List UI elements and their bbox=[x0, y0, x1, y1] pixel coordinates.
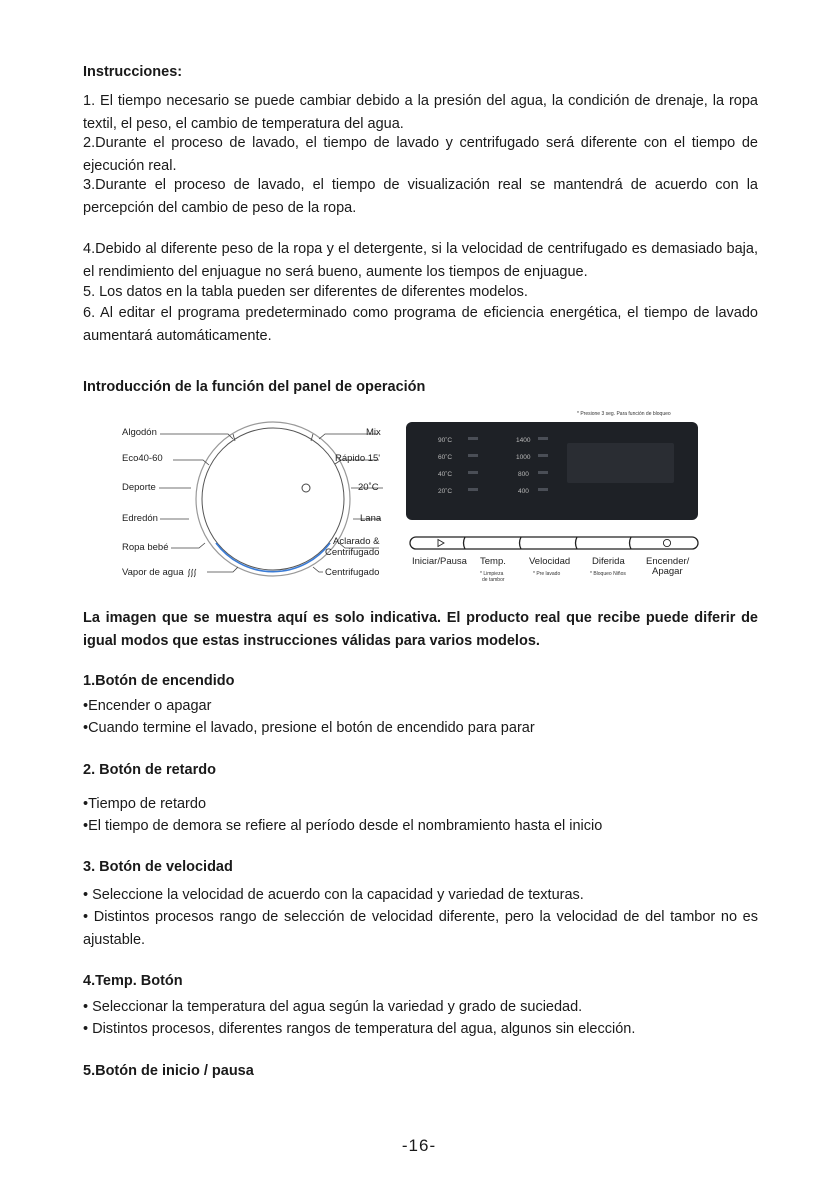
section-3-title: 3. Botón de velocidad bbox=[83, 859, 233, 875]
disclaimer: La imagen que se muestra aquí es solo indicativa. El producto real que recibe puede diferir de igual modos que estas instrucciones válidas para varios modelos. bbox=[83, 610, 758, 649]
page-number: -16- bbox=[401, 1136, 437, 1155]
program-20c: 20˚C bbox=[358, 482, 379, 493]
dial-indicator bbox=[302, 484, 310, 492]
lcd-screen bbox=[567, 443, 674, 483]
section-1-line-2: •Cuando termine el lavado, presione el botón de encendido para parar bbox=[83, 720, 535, 736]
section-5-title: 5.Botón de inicio / pausa bbox=[83, 1063, 254, 1079]
temp-60: 60˚C bbox=[438, 454, 453, 461]
instruction-3: 3.Durante el proceso de lavado, el tiempo de visualización real se mantendrá de acuerdo con la percepción del cambio de peso de la ropa. bbox=[83, 177, 758, 216]
program-deporte: Deporte bbox=[122, 482, 156, 493]
note-prelavado: * Pre lavado bbox=[533, 571, 561, 577]
temp-20: 20˚C bbox=[438, 488, 453, 495]
button-label-diferida: Diferida bbox=[592, 556, 625, 567]
section-2-line-2: •El tiempo de demora se refiere al período desde el nombramiento hasta el inicio bbox=[83, 818, 603, 834]
button-label-temp: Temp. bbox=[480, 556, 506, 567]
program-aclarado-line2: Centrifugado bbox=[325, 547, 380, 558]
instruction-4: 4.Debido al diferente peso de la ropa y el detergente, si la velocidad de centrifugado es demasiado baja, el rendimiento del enjuague no será bueno, aumente los tiempos de enjuague. bbox=[83, 241, 758, 280]
button-label-apagar: Apagar bbox=[652, 566, 683, 577]
section-1-title: 1.Botón de encendido bbox=[83, 673, 235, 689]
program-aclarado-line1: Aclarado & bbox=[333, 536, 380, 547]
control-panel-illustration bbox=[83, 405, 758, 585]
program-mix: Mix bbox=[366, 427, 381, 438]
note-bloqueo: * Bloqueo Niños bbox=[590, 571, 626, 577]
program-eco40-60: Eco40-60 bbox=[122, 453, 163, 464]
section-3-line-1: • Seleccione la velocidad de acuerdo con la capacidad y variedad de texturas. bbox=[83, 887, 584, 903]
speed-400: 400 bbox=[518, 488, 529, 495]
instruction-2: 2.Durante el proceso de lavado, el tiempo de lavado y centrifugado será diferente con el tiempo de ejecución real. bbox=[83, 135, 758, 174]
program-rapido-15: Rápido 15' bbox=[335, 453, 381, 464]
section-1-line-1: •Encender o apagar bbox=[83, 698, 212, 714]
steam-icon bbox=[186, 566, 197, 578]
instruction-6: 6. Al editar el programa predeterminado como programa de eficiencia energética, el tiempo de lavado aumentará automáticamente. bbox=[83, 305, 758, 344]
program-ropa-bebe: Ropa bebé bbox=[122, 542, 169, 553]
lock-note: * Presione 3 seg. Para función de bloqueo bbox=[577, 411, 671, 417]
speed-1000: 1000 bbox=[516, 454, 531, 461]
program-vapor: Vapor de agua bbox=[122, 567, 184, 578]
panel-section-title: Introducción de la función del panel de operación bbox=[83, 379, 426, 395]
speed-800: 800 bbox=[518, 471, 529, 478]
program-lana: Lana bbox=[360, 513, 382, 524]
section-4-title: 4.Temp. Botón bbox=[83, 973, 183, 989]
button-label-iniciar-pausa: Iniciar/Pausa bbox=[412, 556, 467, 567]
note-tambor: de tambor bbox=[482, 577, 505, 583]
program-edredon: Edredón bbox=[122, 513, 158, 524]
section-2-line-1: •Tiempo de retardo bbox=[83, 796, 207, 812]
dial-inner-ring bbox=[202, 428, 344, 570]
section-3-line-2: • Distintos procesos rango de selección de velocidad diferente, pero la velocidad de del tambor no es ajustable. bbox=[83, 909, 758, 948]
note-limpieza: * Limpieza bbox=[480, 571, 504, 577]
section-4-line-2: • Distintos procesos, diferentes rangos de temperatura del agua, algunos sin elección. bbox=[83, 1021, 636, 1037]
speed-1400: 1400 bbox=[516, 437, 531, 444]
section-4-line-1: • Seleccionar la temperatura del agua según la variedad y grado de suciedad. bbox=[83, 999, 583, 1015]
program-algodon: Algodón bbox=[122, 427, 157, 438]
button-label-velocidad: Velocidad bbox=[529, 556, 571, 567]
section-2-title: 2. Botón de retardo bbox=[83, 762, 216, 778]
button-label-encender: Encender/ bbox=[646, 556, 690, 567]
instruction-5: 5. Los datos en la tabla pueden ser diferentes de diferentes modelos. bbox=[83, 284, 528, 300]
button-bar bbox=[410, 537, 698, 549]
instruction-1: 1. El tiempo necesario se puede cambiar debido a la presión del agua, la condición de drenaje, la ropa textil, el peso, el cambio de temperatura del agua. bbox=[83, 93, 758, 132]
temp-40: 40˚C bbox=[438, 471, 453, 478]
instructions-title: Instrucciones: bbox=[83, 64, 183, 80]
temp-90: 90˚C bbox=[438, 437, 453, 444]
program-centrifugado: Centrifugado bbox=[325, 567, 380, 578]
